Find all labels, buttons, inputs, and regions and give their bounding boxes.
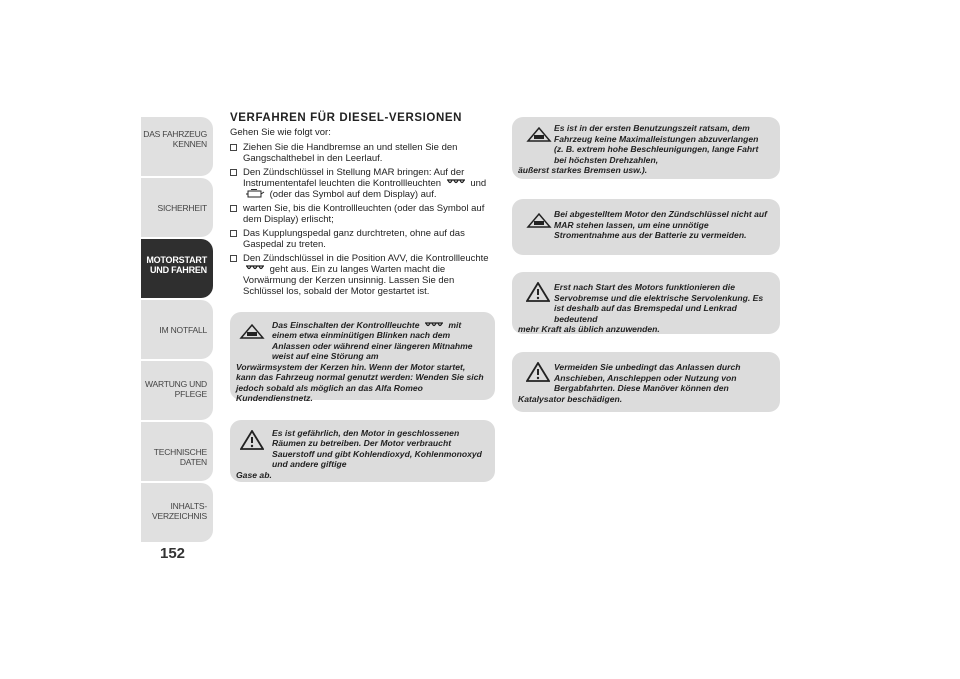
tab-label: UND FAHREN: [149, 265, 207, 275]
tab-motorstart-und-fahren[interactable]: [141, 239, 213, 298]
tab-label: VERZEICHNIS: [152, 511, 207, 521]
step-item: [230, 228, 495, 250]
warning-triangle-icon: [240, 430, 264, 450]
tab-label: MOTORSTART: [146, 255, 207, 265]
chapter-sidebar: [141, 117, 213, 544]
step-item: [230, 203, 495, 225]
warning-note-closed-rooms: [230, 420, 495, 482]
warning-triangle-icon: [526, 282, 550, 302]
note-text: mit einem etwa einminütigen Blinken nach dem Anlassen oder während einer längeren Mitnahme weist auf eine Störung am: [272, 319, 473, 361]
tab-label: TECHNISCHE DATEN: [153, 447, 207, 467]
note-text: Katalysator beschädigen.: [518, 393, 623, 404]
tab-technische-daten[interactable]: [141, 422, 213, 481]
page-number: 152: [160, 545, 186, 562]
step-text: und: [470, 177, 487, 189]
step-text: Ziehen Sie die Handbremse an und stellen Sie den Gangschalthebel in den Leerlauf.: [243, 141, 458, 164]
tab-das-fahrzeug-kennen[interactable]: [141, 117, 213, 176]
warning-note-push-start: [512, 352, 780, 412]
tab-label: DAS FAHRZEUG: [143, 129, 207, 139]
info-note-glow-plug: [230, 312, 495, 403]
engine-fault-icon: [245, 189, 265, 198]
engine-icon: [526, 211, 552, 229]
tab-label: IM NOTFALL: [159, 325, 207, 335]
tab-label: KENNEN: [172, 139, 207, 149]
note-text: Vorwärmsystem der Kerzen hin. Wenn der Motor startet, kann das Fahrzeug normal genutzt werden: Wenden Sie sich jedoch sobald als möglich an das Alfa Romeo Kundendienstnetz.: [236, 361, 484, 403]
step-text: warten Sie, bis die Kontrollleuchten (oder das Symbol auf dem Display) erlischt;: [243, 202, 485, 225]
step-text: (oder das Symbol auf dem Display) auf.: [269, 188, 437, 200]
note-text: Bei abgestelltem Motor den Zündschlüssel nicht auf MAR stehen lassen, um eine unnötige Stromentnahme aus der Batterie zu vermeiden.: [554, 209, 767, 240]
checkbox-bullet-icon: [230, 144, 237, 151]
note-lead: [236, 320, 485, 362]
tab-inhaltsverzeichnis[interactable]: [141, 483, 213, 542]
tab-label: SICHERHEIT: [157, 203, 207, 213]
right-column: [512, 117, 780, 412]
tab-label: WARTUNG UND: [144, 379, 207, 389]
checkbox-bullet-icon: [230, 205, 237, 212]
tab-im-notfall[interactable]: [141, 300, 213, 359]
note-text: Vermeiden Sie unbedingt das Anlassen durch Anschieben, Anschleppen oder Nutzung von Bergabfahrten. Diese Manöver können den: [554, 362, 741, 393]
glow-plug-icon: [424, 321, 444, 330]
step-text: Den Zündschlüssel in Stellung MAR bringen: Auf der Instrumententafel leuchten die Kontrollleuchten: [243, 166, 465, 189]
note-text: Gase ab.: [236, 469, 272, 480]
note-text: Es ist in der ersten Benutzungszeit ratsam, dem Fahrzeug keine Maximalleistungen abzuverlangen (z. B. extrem hohe Beschleunigungen, lange Fahrt bei höchsten Drehzahlen,: [554, 123, 759, 165]
checkbox-bullet-icon: [230, 230, 237, 237]
info-note-battery: [512, 199, 780, 255]
tab-label: PFLEGE: [174, 389, 207, 399]
engine-icon: [526, 125, 552, 143]
info-note-break-in: [512, 117, 780, 179]
section-heading: VERFAHREN FÜR DIESEL-VERSIONEN: [230, 112, 463, 124]
tab-wartung-und-pflege[interactable]: [141, 361, 213, 420]
step-item: [230, 253, 495, 297]
step-text: geht aus. Ein zu langes Warten macht die Vorwärmung der Kerzen unsinnig. Lassen Sie den Schlüssel los, sobald der Motor gestartet ist.: [243, 263, 455, 297]
note-text: Erst nach Start des Motors funktionieren die Servobremse und die elektrische Servolenkung. Es ist deshalb auf das Bremspedal und Lenkrad bedeutend: [554, 282, 764, 324]
checkbox-bullet-icon: [230, 255, 237, 262]
engine-icon: [239, 322, 265, 340]
left-column: [230, 112, 495, 482]
note-text: mehr Kraft als üblich anzuwenden.: [518, 324, 660, 334]
warning-note-servo: [512, 272, 780, 334]
note-text: Es ist gefährlich, den Motor in geschlossenen Räumen zu betreiben. Der Motor verbraucht Sauerstoff und gibt Kohlendioxyd, Kohlenmonoxyd und andere giftige: [272, 427, 482, 469]
glow-plug-icon: [245, 264, 265, 273]
note-text: äußerst starkes Bremsen usw.).: [518, 165, 648, 175]
note-text: Das Einschalten der Kontrollleuchte: [272, 319, 420, 330]
tab-label: INHALTS-: [170, 501, 207, 511]
step-text: Das Kupplungspedal ganz durchtreten, ohne auf das Gaspedal zu treten.: [243, 227, 465, 250]
step-item: [230, 142, 495, 164]
step-item: [230, 167, 495, 200]
warning-triangle-icon: [526, 362, 550, 382]
intro-text: Gehen Sie wie folgt vor:: [230, 127, 331, 138]
tab-sicherheit[interactable]: [141, 178, 213, 237]
checkbox-bullet-icon: [230, 169, 237, 176]
step-text: Den Zündschlüssel in die Position AVV, die Kontrollleuchte: [243, 252, 489, 264]
glow-plug-icon: [446, 178, 466, 187]
